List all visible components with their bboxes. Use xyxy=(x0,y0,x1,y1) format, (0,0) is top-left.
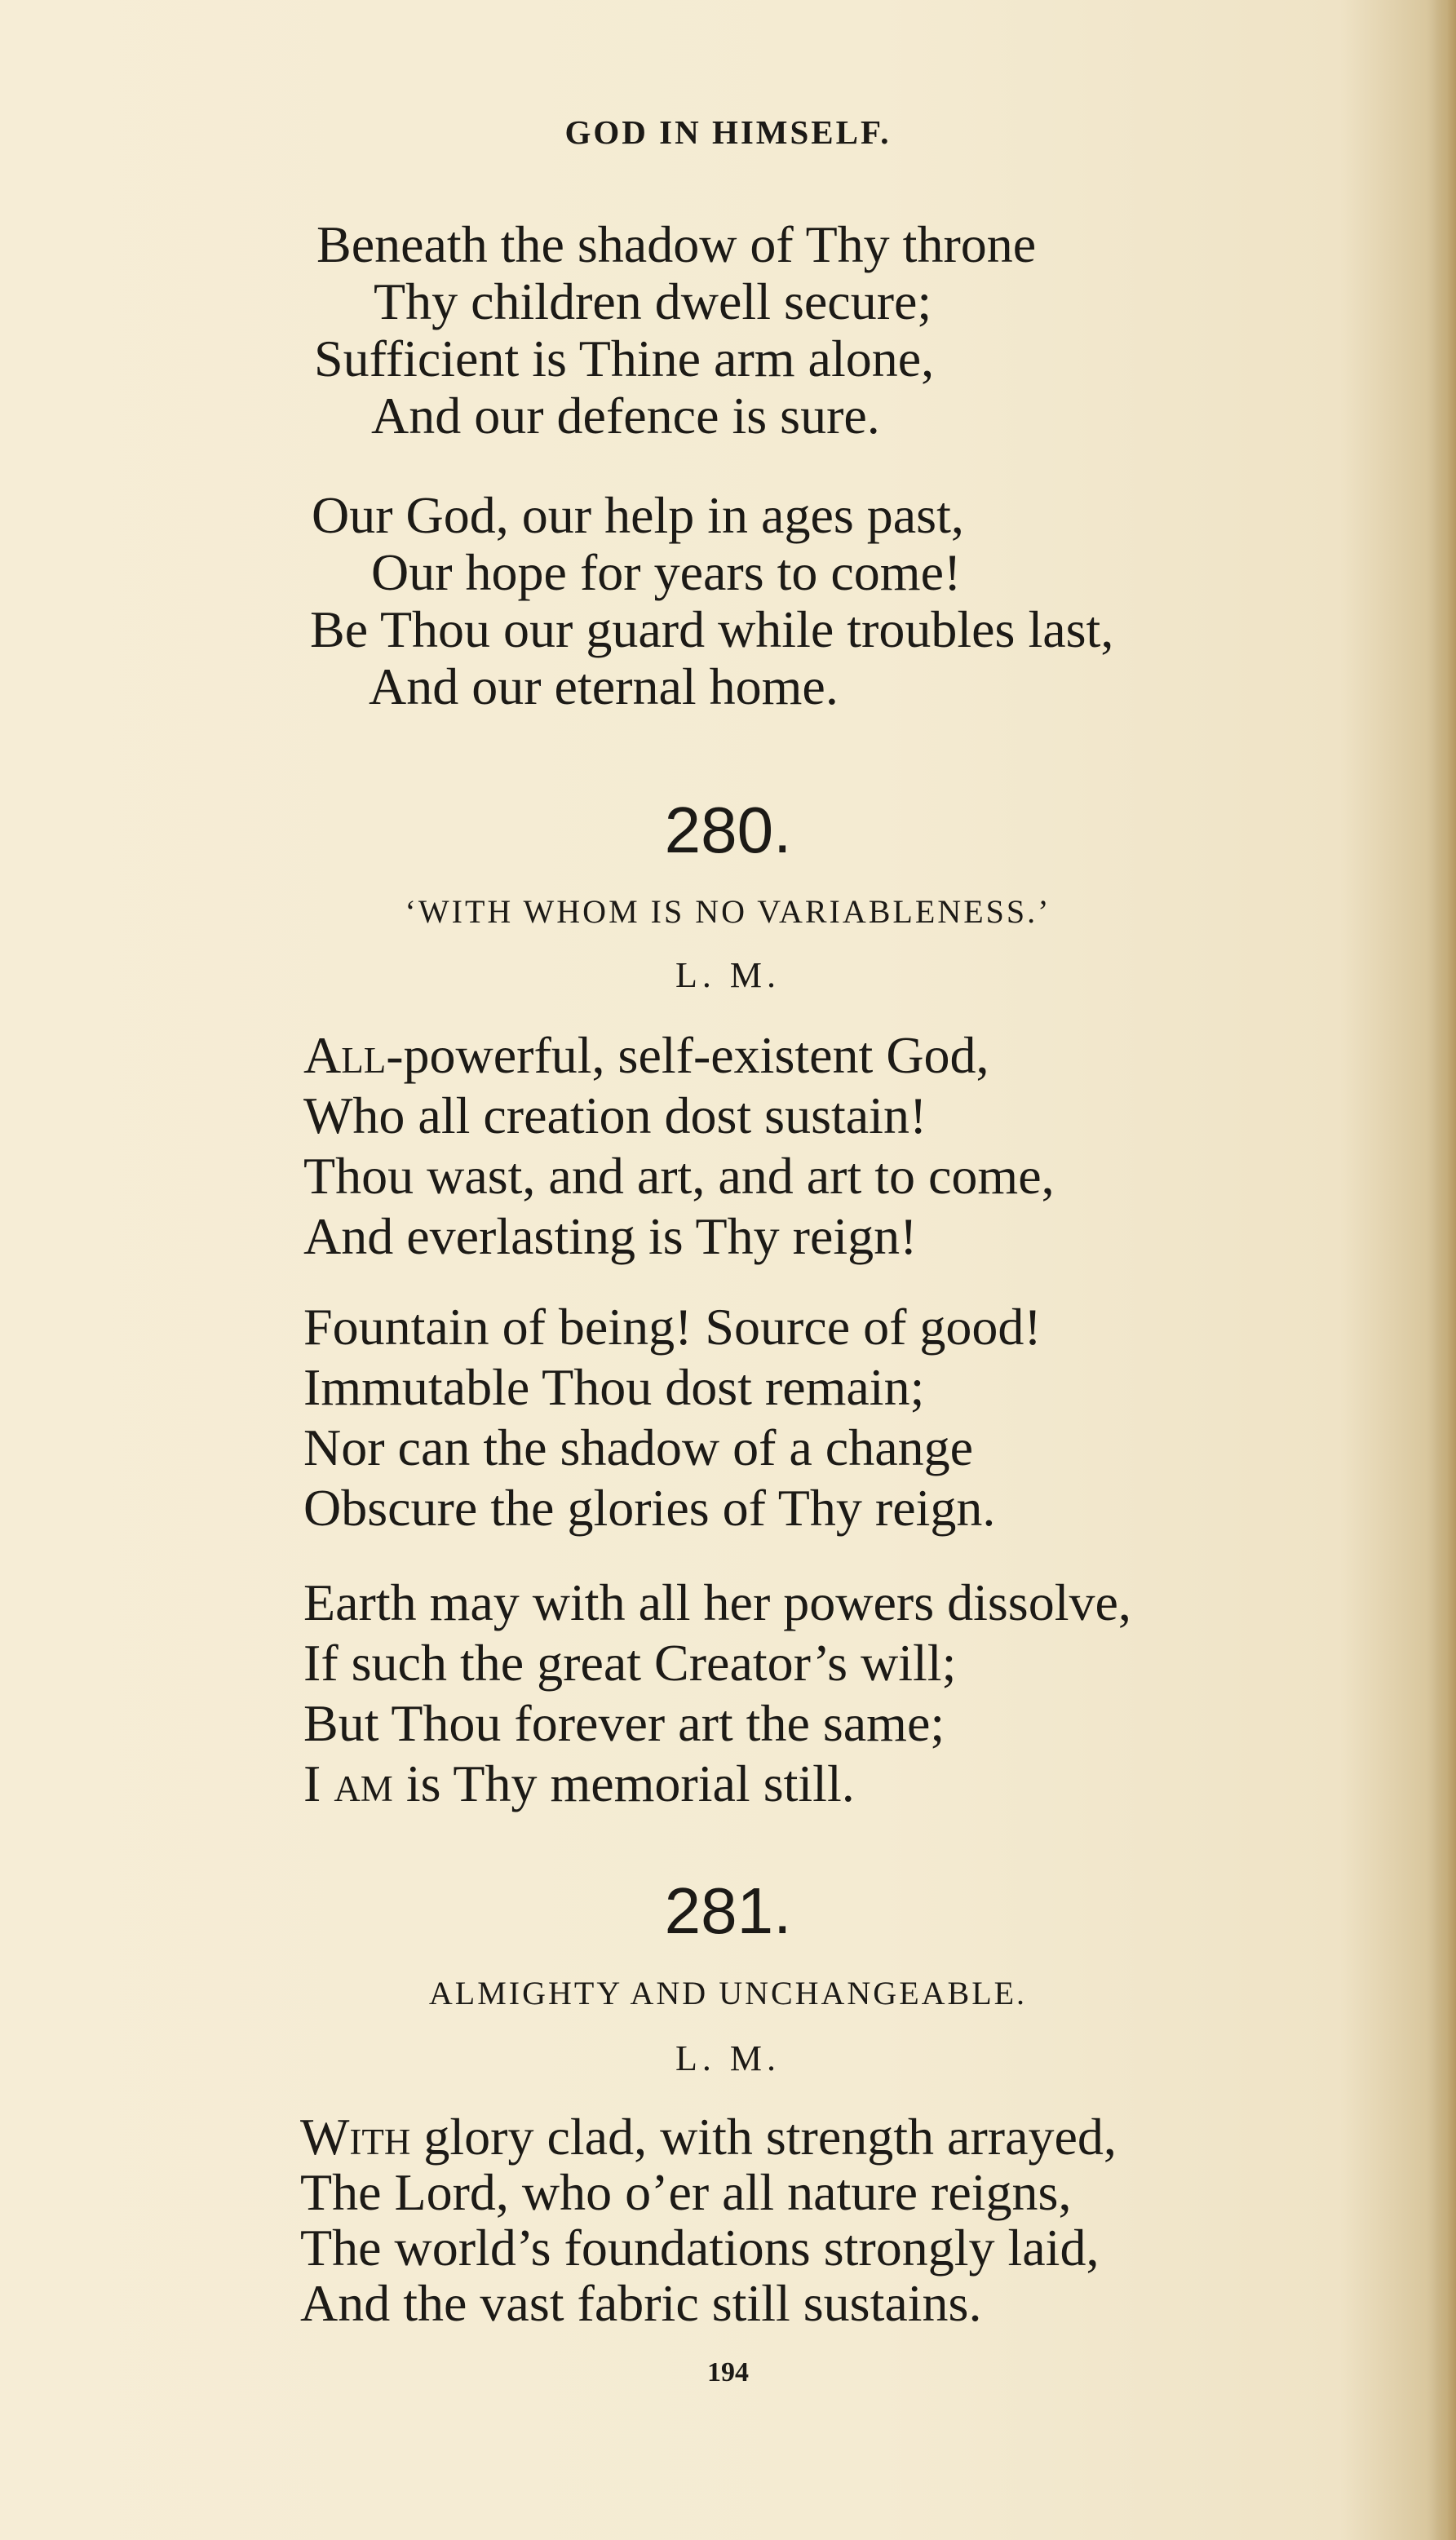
verse-line: Thy children dwell secure; xyxy=(374,272,932,330)
verse-line: Earth may with all her powers dissolve, xyxy=(303,1573,1131,1631)
verse-line-rest: is Thy memorial still. xyxy=(405,1755,855,1812)
verse-line-rest: -powerful, self-existent God, xyxy=(386,1026,989,1084)
verse-line: Who all creation dost sustain! xyxy=(303,1086,927,1144)
verse-line: Beneath the shadow of Thy throne xyxy=(316,215,1037,273)
hymn-meter: L. M. xyxy=(675,955,781,995)
page-edge-shadow xyxy=(1433,0,1456,2540)
small-caps-word: am xyxy=(334,1755,393,1812)
hymn-number: 280. xyxy=(664,794,792,866)
verse-line xyxy=(303,1755,855,1812)
running-head: GOD IN HIMSELF. xyxy=(564,113,892,151)
verse-line: Fountain of being! Source of good! xyxy=(303,1298,1042,1356)
hymn-title: ALMIGHTY AND UNCHANGEABLE. xyxy=(428,1975,1028,2011)
verse-line: Our God, our help in ages past, xyxy=(312,486,964,544)
verse-line: Nor can the shadow of a change xyxy=(303,1418,973,1476)
verse-line: And our eternal home. xyxy=(369,657,839,715)
verse-line: Obscure the glories of Thy reign. xyxy=(303,1479,996,1537)
hymn-number: 281. xyxy=(664,1874,792,1947)
page-number: 194 xyxy=(707,2357,749,2387)
verse-line: Immutable Thou dost remain; xyxy=(303,1358,925,1416)
verse-line-rest: glory clad, with strength arrayed, xyxy=(423,2108,1117,2166)
verse-line: Thou wast, and art, and art to come, xyxy=(303,1147,1055,1205)
initial-small-caps: All xyxy=(303,1026,387,1084)
verse-line: And the vast fabric still sustains. xyxy=(300,2274,982,2332)
verse-line: If such the great Creator’s will; xyxy=(303,1634,957,1692)
verse-line: Be Thou our guard while troubles last, xyxy=(310,600,1114,658)
verse-line: The world’s foundations strongly laid, xyxy=(300,2219,1100,2277)
verse-line: Sufficient is Thine arm alone, xyxy=(314,330,935,387)
verse-line: And everlasting is Thy reign! xyxy=(303,1207,918,1265)
initial-small-caps: With xyxy=(300,2108,411,2166)
verse-line-pre: I xyxy=(303,1755,321,1812)
verse-line: The Lord, who o’er all nature reigns, xyxy=(300,2163,1072,2221)
hymn-title: ‘WITH WHOM IS NO VARIABLENESS.’ xyxy=(405,893,1051,930)
verse-line: And our defence is sure. xyxy=(371,387,880,445)
verse-line xyxy=(303,1026,989,1084)
hymn-meter: L. M. xyxy=(675,2038,781,2078)
verse-line xyxy=(300,2108,1117,2166)
verse-line: Our hope for years to come! xyxy=(371,543,962,601)
verse-line: But Thou forever art the same; xyxy=(303,1694,945,1752)
